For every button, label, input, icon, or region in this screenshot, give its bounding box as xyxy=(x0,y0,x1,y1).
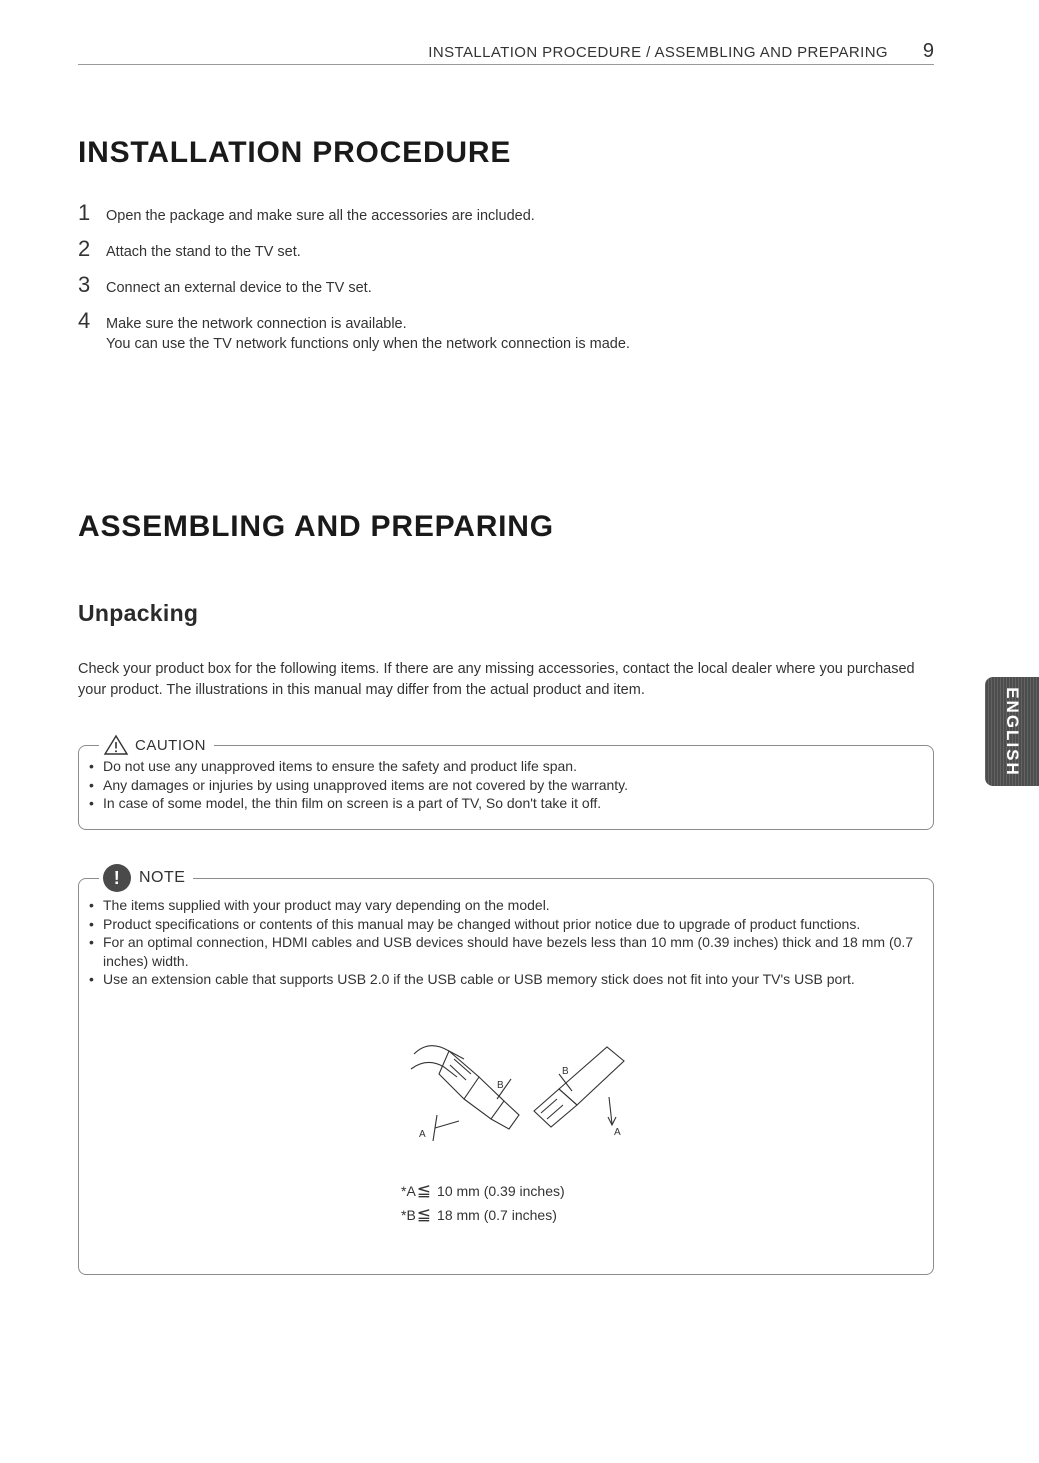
label-b-usb: B xyxy=(562,1066,569,1077)
language-tab xyxy=(985,677,1039,786)
usb-stick-icon xyxy=(534,1047,624,1127)
installation-steps xyxy=(78,200,938,354)
running-header-title: INSTALLATION PROCEDURE / ASSEMBLING AND PREPARING xyxy=(428,44,888,61)
label-a-hdmi: A xyxy=(419,1129,426,1140)
step-4 xyxy=(78,308,938,354)
hdmi-connector-icon xyxy=(411,1046,519,1141)
caution-item: • Any damages or injuries by using unapproved items are not covered by the warranty. xyxy=(87,776,923,795)
dimension-value: 18 mm (0.7 inches) xyxy=(437,1207,557,1223)
caution-header xyxy=(99,734,214,756)
note-item: • Use an extension cable that supports USB 2.0 if the USB cable or USB memory stick does not fit into your TV's USB port. xyxy=(87,970,919,989)
unpacking-subtitle: Unpacking xyxy=(78,600,199,626)
caution-box xyxy=(78,736,934,830)
note-item: • For an optimal connection, HDMI cables and USB devices should have bezels less than 10 mm (0.39 inches) thick and 18 mm (0.7 inches) width. xyxy=(87,933,919,970)
step-number: 1 xyxy=(78,200,91,225)
connector-dimension-illustration xyxy=(409,1029,629,1149)
running-header xyxy=(78,40,934,65)
note-item: • The items supplied with your product may vary depending on the model. xyxy=(87,896,919,915)
note-header xyxy=(99,864,193,892)
dimension-limits xyxy=(401,1179,565,1227)
dimension-label: *B xyxy=(401,1207,416,1223)
note-item: • Product specifications or contents of this manual may be changed without prior notice due to upgrade of product functions. xyxy=(87,915,919,934)
dimension-b xyxy=(401,1203,565,1227)
label-a-usb: A xyxy=(614,1127,621,1138)
language-tab-label: ENGLISH xyxy=(1003,686,1022,777)
caution-item: • In case of some model, the thin film on screen is a part of TV, So don't take it off. xyxy=(87,794,923,813)
note-title: NOTE xyxy=(139,869,186,886)
label-b-hdmi: B xyxy=(497,1080,504,1091)
exclamation-icon: ! xyxy=(103,864,131,892)
caution-title: CAUTION xyxy=(135,736,206,754)
installation-title: INSTALLATION PROCEDURE xyxy=(78,136,512,169)
caution-item: • Do not use any unapproved items to ensure the safety and product life span. xyxy=(87,757,923,776)
step-text: Attach the stand to the TV set. xyxy=(106,244,301,260)
step-number: 3 xyxy=(78,272,91,297)
note-box xyxy=(78,867,934,1275)
step-text: Make sure the network connection is available. xyxy=(106,316,407,332)
page-number: 9 xyxy=(922,40,934,62)
less-equal-symbol: ≦ xyxy=(416,1205,432,1224)
step-2 xyxy=(78,236,938,262)
step-number: 4 xyxy=(78,308,91,333)
step-number: 2 xyxy=(78,236,91,261)
assembling-title: ASSEMBLING AND PREPARING xyxy=(78,510,554,543)
step-text: Open the package and make sure all the accessories are included. xyxy=(106,208,535,224)
unpacking-intro: Check your product box for the following items. If there are any missing accessories, contact the local dealer where you purchased your product. The illustrations in this manual may differ from the actual product and item. xyxy=(78,661,915,698)
dimension-value: 10 mm (0.39 inches) xyxy=(437,1183,565,1199)
warning-icon xyxy=(103,734,129,756)
dimension-a xyxy=(401,1179,565,1203)
step-text-continued: You can use the TV network functions only when the network connection is made. xyxy=(106,336,630,352)
step-3 xyxy=(78,272,938,298)
step-text: Connect an external device to the TV set. xyxy=(106,280,372,296)
step-1 xyxy=(78,200,938,226)
less-equal-symbol: ≦ xyxy=(416,1181,432,1200)
dimension-label: *A xyxy=(401,1183,416,1199)
